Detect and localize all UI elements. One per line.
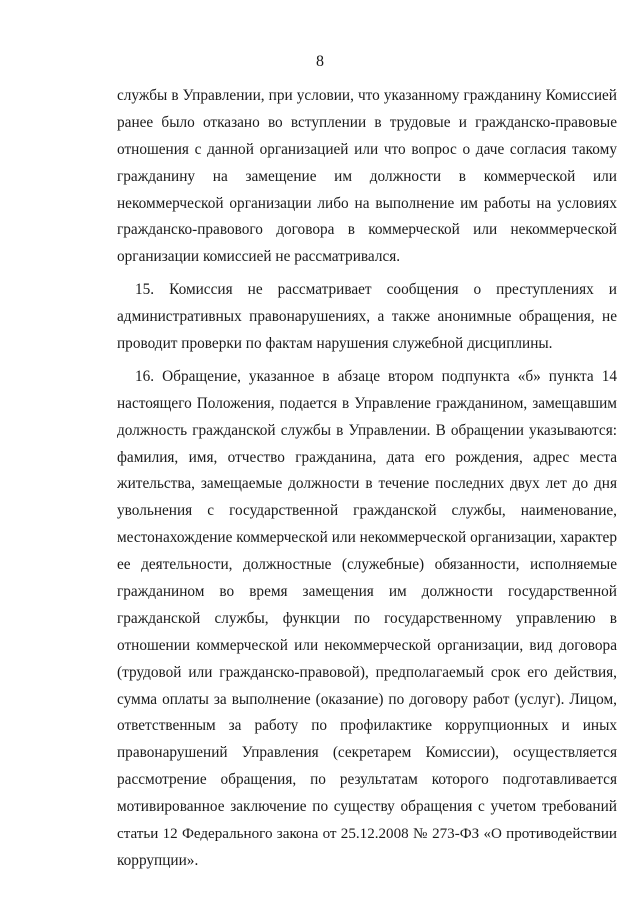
text-line: должность гражданской службы в Управлении. В обращении указываются:: [117, 421, 617, 439]
text-line: настоящего Положения, подается в Управление гражданином, замещавшим: [117, 394, 617, 412]
text-line: службы в Управлении, при условии, что указанному гражданину Комиссией: [117, 87, 617, 104]
text-line: увольнения с государственной гражданской службы, наименование,: [117, 502, 617, 520]
text-line: некоммерческой организации либо на выполнение им работы на условиях: [117, 194, 617, 212]
text-line: гражданином во время замещения им должности государственной: [117, 583, 617, 601]
text-line: фамилия, имя, отчество гражданина, дата его рождения, адрес места: [117, 448, 617, 466]
page-number: 8: [316, 53, 324, 70]
paragraph-15: [117, 277, 617, 358]
text-line: ее деятельности, должностные (служебные) обязанности, исполняемые: [117, 556, 617, 574]
text-line: организации комиссией не рассматривался.: [117, 248, 401, 266]
text-line: проводит проверки по фактам нарушения служебной дисциплины.: [117, 335, 553, 353]
text-line: мотивированное заключение по существу обращения с учетом требований: [117, 798, 617, 816]
text-line: гражданско-правового договора в коммерческой или некоммерческой: [117, 221, 617, 239]
text-line: (трудовой или гражданско-правовой), предполагаемый срок его действия,: [117, 663, 617, 681]
text-line: административных правонарушениях, а также анонимные обращения, не: [117, 308, 617, 326]
text-line: отношения с данной организацией или что вопрос о даче согласия такому: [117, 140, 617, 158]
text-line: гражданину на замещение им должности в коммерческой или: [117, 167, 617, 185]
text-line: гражданской службы, функции по государственному управлению в: [117, 609, 617, 627]
text-line: жительства, замещаемые должности в течение последних двух лет до дня: [117, 475, 617, 493]
text-line: сумма оплаты за выполнение (оказание) по договору работ (услуг). Лицом,: [117, 690, 617, 708]
text-line: 16. Обращение, указанное в абзаце втором подпункта «б» пункта 14: [135, 367, 617, 385]
text-line: правонарушений Управления (секретарем Комиссии), осуществляется: [117, 744, 617, 762]
text-line: ответственным за работу по профилактике коррупционных и иных: [117, 717, 617, 735]
text-line: статьи 12 Федерального закона от 25.12.2008 № 273-ФЗ «О противодействии: [117, 826, 617, 843]
paragraph-continuation: [117, 83, 617, 271]
text-line: рассмотрение обращения, по результатам которого подготавливается: [117, 771, 617, 789]
text-line: коррупции».: [117, 851, 199, 869]
text-line: отношении коммерческой или некоммерческой организации, вид договора: [117, 636, 617, 654]
text-line: местонахождение коммерческой или некоммерческой организации, характер: [117, 529, 617, 547]
document-body: [117, 83, 617, 875]
text-line: ранее было отказано во вступлении в трудовые и гражданско-правовые: [117, 113, 617, 131]
paragraph-16: [117, 364, 617, 875]
text-line: 15. Комиссия не рассматривает сообщения о преступлениях и: [135, 281, 617, 299]
